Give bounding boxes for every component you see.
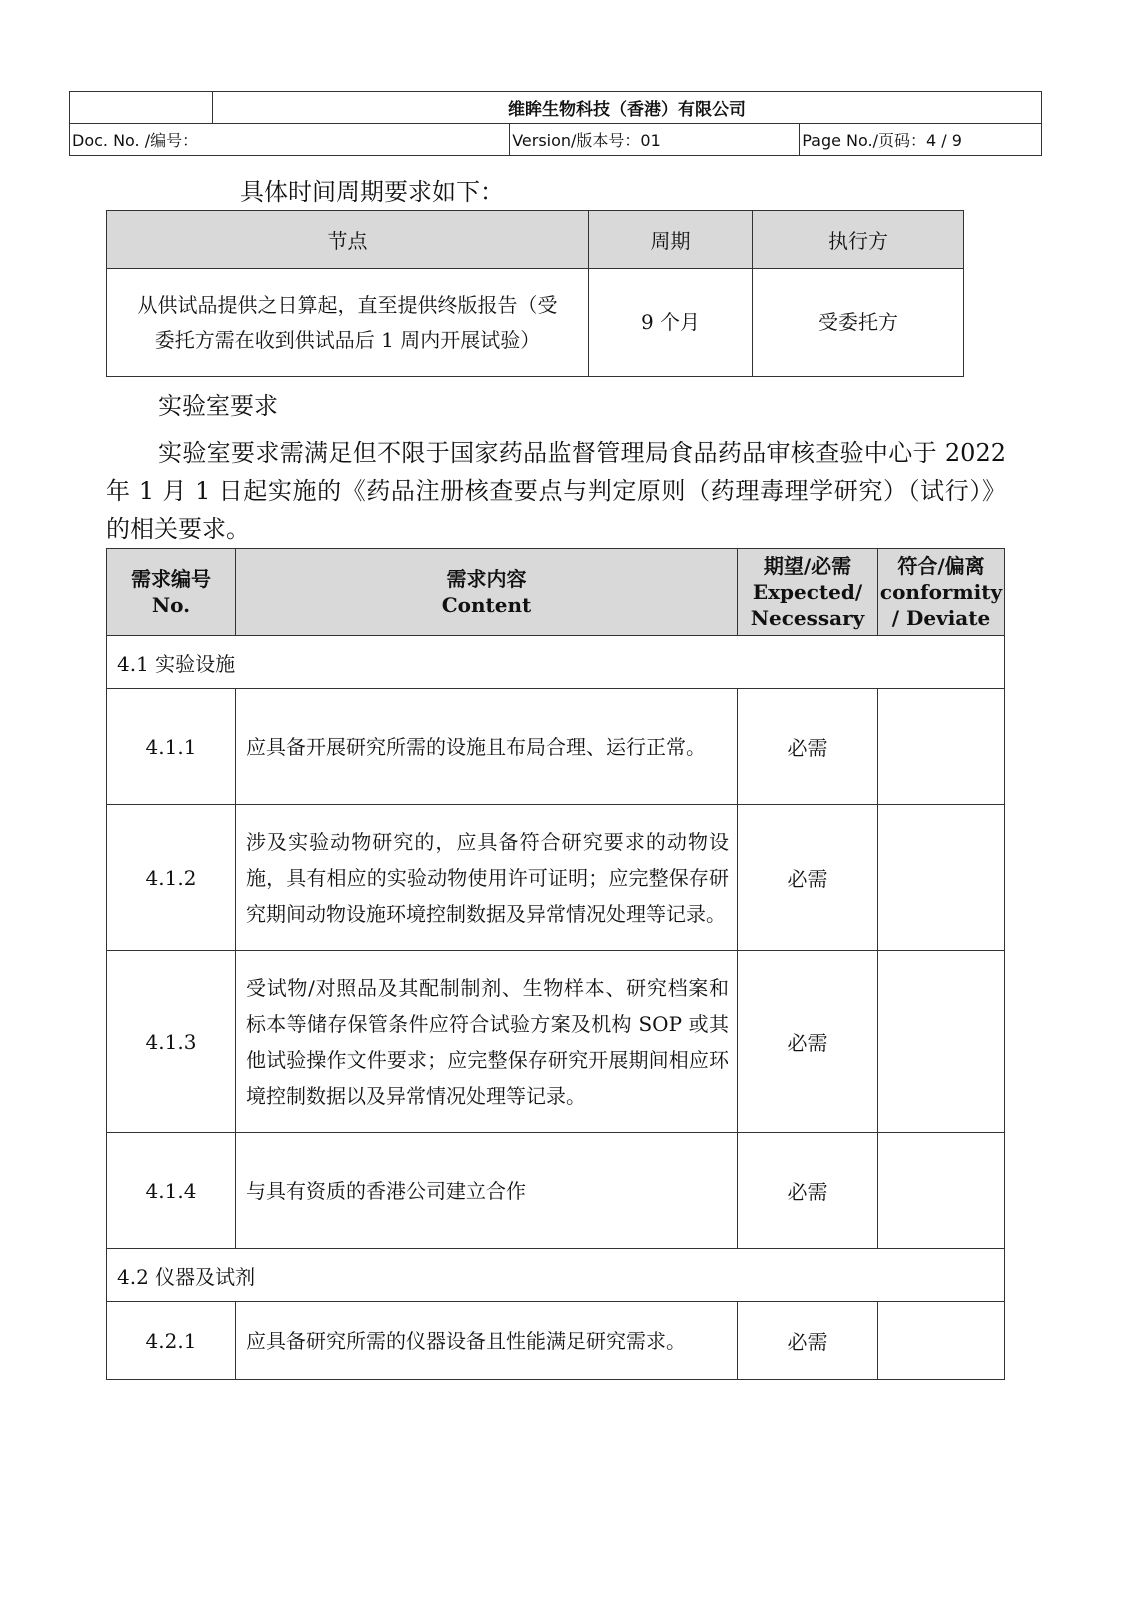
item-number: 4.1.4 <box>107 1133 236 1249</box>
schedule-table <box>106 210 964 377</box>
requirements-header-row <box>107 549 1005 636</box>
header-deviate <box>878 549 1005 636</box>
version-number: Version/版本号：01 <box>510 124 800 156</box>
header-expected-cn: 期望/必需 <box>763 554 852 578</box>
item-deviate <box>878 951 1005 1133</box>
item-content: 应具备研究所需的仪器设备且性能满足研究需求。 <box>236 1302 738 1380</box>
item-deviate <box>878 1302 1005 1380</box>
item-expected: 必需 <box>738 1133 878 1249</box>
item-expected: 必需 <box>738 1302 878 1380</box>
item-expected: 必需 <box>738 689 878 805</box>
section-row <box>107 1249 1005 1302</box>
schedule-header-executor: 执行方 <box>753 211 964 269</box>
schedule-executor: 受委托方 <box>753 269 964 377</box>
table-row <box>107 951 1005 1133</box>
header-number-en: No. <box>151 593 191 617</box>
item-content: 与具有资质的香港公司建立合作 <box>236 1133 738 1249</box>
table-row <box>107 1133 1005 1249</box>
requirements-table <box>106 548 1005 1380</box>
item-deviate <box>878 689 1005 805</box>
header-number-cn: 需求编号 <box>131 567 211 591</box>
lab-requirements-title: 实验室要求 <box>158 392 278 420</box>
company-name: 维眸生物科技（香港）有限公司 <box>213 92 1042 124</box>
doc-number: Doc. No. /编号： <box>70 124 510 156</box>
header-expected <box>738 549 878 636</box>
item-deviate <box>878 805 1005 951</box>
item-number: 4.1.1 <box>107 689 236 805</box>
header-deviate-cn: 符合/偏离 <box>897 554 985 578</box>
section-title: 4.1 实验设施 <box>107 636 1005 689</box>
header-content <box>236 549 738 636</box>
schedule-header-node: 节点 <box>107 211 589 269</box>
header-logo-cell <box>70 92 213 124</box>
header-number <box>107 549 236 636</box>
section-title: 4.2 仪器及试剂 <box>107 1249 1005 1302</box>
lab-requirements-description: 实验室要求需满足但不限于国家药品监督管理局食品药品审核查验中心于 2022 年 1 月 1 日起实施的《药品注册核查要点与判定原则（药理毒理学研究）（试行）》的相关要求。 <box>106 439 1006 543</box>
schedule-node: 从供试品提供之日算起，直至提供终版报告（受委托方需在收到供试品后 1 周内开展试验） <box>107 269 589 377</box>
item-content: 涉及实验动物研究的，应具备符合研究要求的动物设施，具有相应的实验动物使用许可证明；应完整保存研究期间动物设施环境控制数据及异常情况处理等记录。 <box>236 805 738 951</box>
schedule-period: 9 个月 <box>589 269 753 377</box>
item-deviate <box>878 1133 1005 1249</box>
header-expected-en: Expected/Necessary <box>750 580 865 630</box>
header-content-cn: 需求内容 <box>446 567 527 591</box>
item-expected: 必需 <box>738 951 878 1133</box>
schedule-header-period: 周期 <box>589 211 753 269</box>
item-content: 受试物/对照品及其配制制剂、生物样本、研究档案和标本等储存保管条件应符合试验方案及机构 SOP 或其他试验操作文件要求；应完整保存研究开展期间相应环境控制数据以及异常情况处理等记录。 <box>236 951 738 1133</box>
item-number: 4.1.3 <box>107 951 236 1133</box>
item-number: 4.1.2 <box>107 805 236 951</box>
header-deviate-en: conformity / Deviate <box>879 580 1003 630</box>
table-row <box>107 805 1005 951</box>
table-row <box>107 1302 1005 1380</box>
page-number: Page No./页码：4 / 9 <box>800 124 1042 156</box>
schedule-row <box>107 269 964 377</box>
item-content: 应具备开展研究所需的设施且布局合理、运行正常。 <box>236 689 738 805</box>
item-number: 4.2.1 <box>107 1302 236 1380</box>
header-content-en: Content <box>441 593 532 617</box>
table-row <box>107 689 1005 805</box>
item-expected: 必需 <box>738 805 878 951</box>
schedule-intro: 具体时间周期要求如下： <box>240 178 504 206</box>
document-header <box>69 91 1042 156</box>
section-row <box>107 636 1005 689</box>
